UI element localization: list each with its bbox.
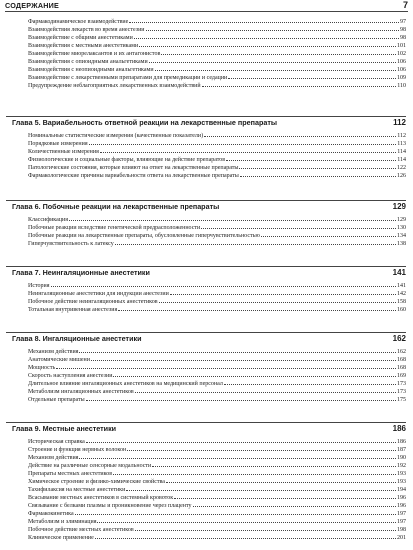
dot-leader xyxy=(155,65,396,71)
dot-leader xyxy=(228,73,396,79)
dot-leader xyxy=(75,509,396,515)
dot-leader xyxy=(224,379,396,385)
toc-entry-page: 102 xyxy=(397,51,406,57)
toc-entry-title: Мощность xyxy=(28,365,56,371)
toc-entry-page: 173 xyxy=(397,389,406,395)
toc-entry[interactable] xyxy=(28,289,406,297)
dot-leader xyxy=(113,469,396,475)
dot-leader xyxy=(95,533,396,539)
toc-entry-title: Связывание с белками плазмы и проникновение через плаценту xyxy=(28,503,192,509)
chapter-page: 129 xyxy=(392,202,406,211)
dot-leader xyxy=(129,17,399,23)
toc-entry-page: 168 xyxy=(397,365,406,371)
toc-entry-title: Фармакодинамическое взаимодействие xyxy=(28,19,129,25)
toc-entry-title: Побочные реакции на лекарственные препараты, обусловленные гиперчувствительностью xyxy=(28,233,260,239)
toc-entry[interactable] xyxy=(28,461,406,469)
toc-entry-title: Анатомические мишени xyxy=(28,357,90,363)
toc-entry[interactable] xyxy=(28,297,406,305)
toc-entry[interactable] xyxy=(28,437,406,445)
toc-entry-title: Взаимодействие миорелаксантов и их антагонистов xyxy=(28,51,161,57)
toc-entry[interactable] xyxy=(28,57,406,65)
toc-entry-page: 160 xyxy=(397,307,406,313)
chapter-title: Глава 8. Ингаляционные анестетики xyxy=(12,334,142,343)
toc-entry-title: Предупреждение неблагоприятных лекарственных взаимодействий xyxy=(28,83,201,89)
toc-entry[interactable] xyxy=(28,147,406,155)
toc-entry-page: 113 xyxy=(397,141,406,147)
toc-entry[interactable] xyxy=(28,477,406,485)
toc-entry-page: 192 xyxy=(397,463,406,469)
toc-entry-title: Действие на различные сенсорные модальности xyxy=(28,463,152,469)
toc-entry-title: Взаимодействие с лекарственными препаратами для премедикации и седации xyxy=(28,75,228,81)
toc-entry[interactable] xyxy=(28,493,406,501)
toc-entry[interactable] xyxy=(28,305,406,313)
toc-entry-page: 158 xyxy=(397,299,406,305)
dot-leader xyxy=(69,215,396,221)
dot-leader xyxy=(161,49,396,55)
toc-entry-title: Скорость наступления анестезии xyxy=(28,373,113,379)
toc-entry-page: 134 xyxy=(397,233,406,239)
toc-entry-page: 175 xyxy=(397,397,406,403)
dot-leader xyxy=(79,347,396,353)
toc-entry[interactable] xyxy=(28,171,406,179)
dot-leader xyxy=(201,223,396,229)
dot-leader xyxy=(51,281,396,287)
toc-entry[interactable] xyxy=(28,395,406,403)
toc-entry[interactable] xyxy=(28,73,406,81)
toc-entry-page: 196 xyxy=(397,495,406,501)
toc-entry-page: 193 xyxy=(397,479,406,485)
toc-entry[interactable] xyxy=(28,533,406,541)
chapter-page: 186 xyxy=(392,424,406,433)
toc-entry[interactable] xyxy=(28,215,406,223)
toc-entry-page: 138 xyxy=(397,241,406,247)
toc-entry-page: 101 xyxy=(397,43,406,49)
toc-entry-title: Номинальные статистические измерения (качественные показатели) xyxy=(28,133,204,139)
toc-entry-title: Всасывание местных анестетиков в системный кровоток xyxy=(28,495,174,501)
toc-entry-title: Отдельные препараты xyxy=(28,397,85,403)
toc-entry-page: 169 xyxy=(397,373,406,379)
chapter-heading[interactable] xyxy=(6,116,406,128)
toc-entry-page: 109 xyxy=(397,75,406,81)
dot-leader xyxy=(100,147,396,153)
chapter-page: 162 xyxy=(392,334,406,343)
toc-entry-page: 130 xyxy=(397,225,406,231)
toc-entry-page: 194 xyxy=(397,487,406,493)
toc-entry[interactable] xyxy=(28,509,406,517)
toc-entry[interactable] xyxy=(28,485,406,493)
dot-leader xyxy=(56,363,396,369)
toc-entry-page: 98 xyxy=(400,35,406,41)
toc-entry-title: Взаимодействия с неопиоидными анальгетиками xyxy=(28,67,154,73)
toc-entry[interactable] xyxy=(28,347,406,355)
toc-entry[interactable] xyxy=(28,155,406,163)
dot-leader xyxy=(193,501,397,507)
toc-entry-title: Классификация xyxy=(28,217,68,223)
dot-leader xyxy=(89,139,397,145)
toc-entry-page: 197 xyxy=(397,519,406,525)
toc-entry-title: Химическое строение и физико-химические свойства xyxy=(28,479,165,485)
toc-entry-title: Патологические состояния, которые влияют на ответ на лекарственные препараты xyxy=(28,165,239,171)
toc-entry[interactable] xyxy=(28,139,406,147)
chapter-title: Глава 9. Местные анестетики xyxy=(12,424,117,433)
chapter-title: Глава 7. Неингаляционные анестетики xyxy=(12,268,150,277)
toc-entry-page: 196 xyxy=(397,503,406,509)
dot-leader xyxy=(204,131,396,137)
toc-entry[interactable] xyxy=(28,469,406,477)
dot-leader xyxy=(135,525,396,531)
toc-entry-title: Механизм действия xyxy=(28,349,79,355)
chapter-page: 141 xyxy=(392,268,406,277)
dot-leader xyxy=(226,155,396,161)
dot-leader xyxy=(166,477,396,483)
toc-entry-page: 187 xyxy=(397,447,406,453)
toc-entry[interactable] xyxy=(28,65,406,73)
toc-entry-page: 197 xyxy=(397,511,406,517)
dot-leader xyxy=(139,41,396,47)
dot-leader xyxy=(91,355,396,361)
toc-entry[interactable] xyxy=(28,387,406,395)
toc-entry-title: Тахифилаксия на местные анестетики xyxy=(28,487,126,493)
toc-entry-page: 106 xyxy=(397,59,406,65)
dot-leader xyxy=(135,387,396,393)
dot-leader xyxy=(86,395,396,401)
dot-leader xyxy=(170,289,396,295)
toc-entry-title: Взаимодействие с общими анестетиками xyxy=(28,35,133,41)
toc-entry-title: Физиологические и социальные факторы, влияющие на действие препаратов xyxy=(28,157,226,163)
toc-entry[interactable] xyxy=(28,517,406,525)
dot-leader xyxy=(149,57,396,63)
dot-leader xyxy=(159,297,396,303)
toc-entry-page: 173 xyxy=(397,381,406,387)
toc-entry-title: Длительное влияние ингаляционных анестетиков на медицинский персонал xyxy=(28,381,223,387)
toc-entry-page: 190 xyxy=(397,455,406,461)
toc-entry-page: 106 xyxy=(397,67,406,73)
toc-entry-title: Механизм действия xyxy=(28,455,79,461)
chapter-heading[interactable] xyxy=(6,200,406,212)
toc-entry-title: Побочное действие местных анестетиков xyxy=(28,527,134,533)
dot-leader xyxy=(134,33,399,39)
toc-entry-page: 112 xyxy=(397,133,406,139)
toc-entry-page: 114 xyxy=(397,157,406,163)
toc-entry[interactable] xyxy=(28,239,406,247)
toc-entry-title: Побочные реакции вследствие генетической предрасположенности xyxy=(28,225,201,231)
toc-entry[interactable] xyxy=(28,363,406,371)
dot-leader xyxy=(97,517,396,523)
toc-entry[interactable] xyxy=(28,453,406,461)
toc-entry[interactable] xyxy=(28,25,406,33)
toc-entry-title: Неингаляционные анестетики для индукции анестезии xyxy=(28,291,169,297)
toc-entry-page: 168 xyxy=(397,357,406,363)
toc-entry[interactable] xyxy=(28,223,406,231)
dot-leader xyxy=(118,305,396,311)
toc-entry-title: Строение и функция нервных волокон xyxy=(28,447,127,453)
toc-entry[interactable] xyxy=(28,41,406,49)
toc-entry-title: Взаимодействия с опиоидными анальгетиками xyxy=(28,59,148,65)
toc-entry[interactable] xyxy=(28,33,406,41)
dot-leader xyxy=(79,453,396,459)
dot-leader xyxy=(261,231,396,237)
toc-entry-page: 122 xyxy=(397,165,406,171)
dot-leader xyxy=(239,163,396,169)
toc-entry-page: 97 xyxy=(400,19,406,25)
toc-entry[interactable] xyxy=(28,131,406,139)
toc-entry-page: 198 xyxy=(397,527,406,533)
toc-entry-title: Количественные измерения xyxy=(28,149,99,155)
toc-entry-title: История xyxy=(28,283,50,289)
toc-entry-title: Метаболизм и элиминация xyxy=(28,519,97,525)
toc-entry-page: 98 xyxy=(400,27,406,33)
toc-entry-title: Тотальная внутривенная анестезия xyxy=(28,307,118,313)
toc-entry[interactable] xyxy=(28,81,406,89)
toc-entry[interactable] xyxy=(28,49,406,57)
dot-leader xyxy=(113,371,396,377)
toc-entry-title: Метаболизм ингаляционных анестетиков xyxy=(28,389,134,395)
toc-entry-page: 201 xyxy=(397,535,406,541)
toc-entry-page: 129 xyxy=(397,217,406,223)
dot-leader xyxy=(86,437,396,443)
toc-entry[interactable] xyxy=(28,445,406,453)
dot-leader xyxy=(127,445,396,451)
toc-entry-title: Клиническое применение xyxy=(28,535,94,541)
dot-leader xyxy=(152,461,396,467)
dot-leader xyxy=(146,25,400,31)
toc-entry[interactable] xyxy=(28,281,406,289)
toc-entry-title: Взаимодействия лекарств во время анестезии xyxy=(28,27,145,33)
chapter-page: 112 xyxy=(393,118,406,127)
chapter-heading[interactable] xyxy=(6,422,406,434)
toc-entry-title: Фармакологические причины вариабельности ответа на лекарственные препараты xyxy=(28,173,239,179)
toc-entry-title: Фармакокинетика xyxy=(28,511,74,517)
toc-entry[interactable] xyxy=(28,231,406,239)
dot-leader xyxy=(126,485,396,491)
dot-leader xyxy=(202,81,397,87)
toc-entry-title: Препараты местных анестетиков xyxy=(28,471,113,477)
dot-leader xyxy=(174,493,396,499)
toc-entry[interactable] xyxy=(28,501,406,509)
toc-entry-page: 110 xyxy=(397,83,406,89)
toc-entry[interactable] xyxy=(28,163,406,171)
toc-entry-page: 114 xyxy=(397,149,406,155)
toc-entry-title: Взаимодействия с местными анестетиками xyxy=(28,43,139,49)
toc-entry-page: 126 xyxy=(397,173,406,179)
toc-entry[interactable] xyxy=(28,371,406,379)
toc-entry[interactable] xyxy=(28,379,406,387)
toc-entry-page: 186 xyxy=(397,439,406,445)
toc-entry[interactable] xyxy=(28,525,406,533)
toc-entry-title: Историческая справка xyxy=(28,439,85,445)
chapter-heading[interactable] xyxy=(6,332,406,344)
toc-entry-title: Побочное действие неингаляционных анестетиков xyxy=(28,299,158,305)
toc-entry-page: 193 xyxy=(397,471,406,477)
dot-leader xyxy=(115,239,396,245)
chapter-title: Глава 5. Вариабельность ответной реакции на лекарственные препараты xyxy=(12,118,277,127)
running-header xyxy=(5,0,408,12)
toc-entry-page: 162 xyxy=(397,349,406,355)
page-number: 7 xyxy=(402,0,408,10)
toc-entry[interactable] xyxy=(28,17,406,25)
toc-entry-page: 141 xyxy=(397,283,406,289)
toc-entry-title: Гиперчувствительность к латексу xyxy=(28,241,114,247)
running-header-title: СОДЕРЖАНИЕ xyxy=(5,1,59,10)
toc-entry-page: 142 xyxy=(397,291,406,297)
chapter-title: Глава 6. Побочные реакции на лекарственные препараты xyxy=(12,202,220,211)
toc-entry[interactable] xyxy=(28,355,406,363)
chapter-heading[interactable] xyxy=(6,266,406,278)
dot-leader xyxy=(240,171,396,177)
toc-entry-title: Порядковые измерения xyxy=(28,141,88,147)
